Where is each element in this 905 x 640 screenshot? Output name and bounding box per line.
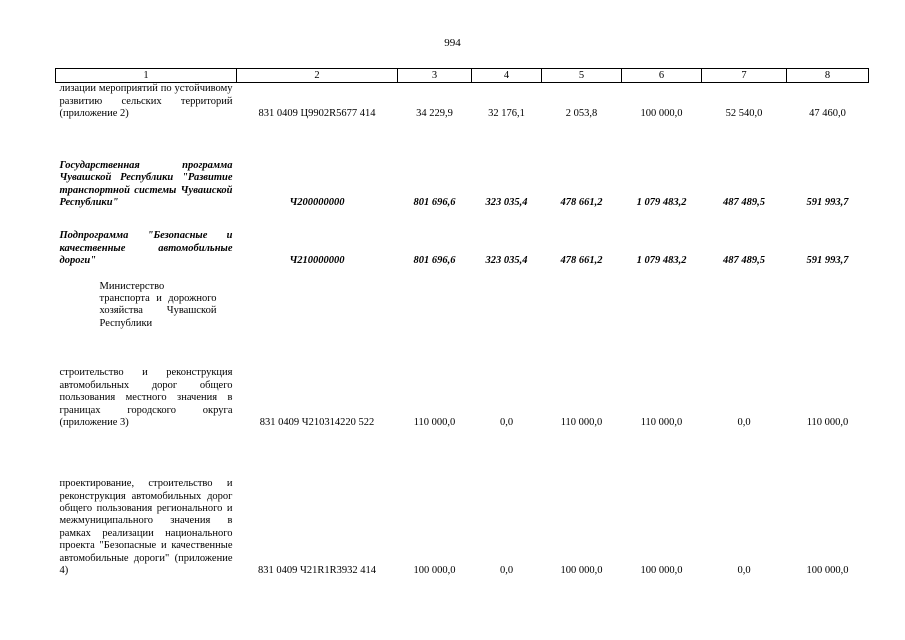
- row-value: 487 489,5: [723, 255, 765, 267]
- row-value: 47 460,0: [809, 108, 846, 120]
- row-value: 478 661,2: [560, 255, 603, 267]
- row-value: 1 079 483,2: [636, 197, 687, 209]
- row-value: 591 993,7: [806, 197, 849, 209]
- row-value: 100 000,0: [806, 565, 849, 577]
- table-row: [56, 83, 869, 121]
- column-header: 8: [787, 69, 869, 83]
- table-row: [56, 430, 869, 578]
- row-value: 591 993,7: [806, 255, 849, 267]
- column-header: 6: [622, 69, 702, 83]
- column-header: 7: [702, 69, 787, 83]
- column-header: 3: [398, 69, 472, 83]
- table-row: [56, 268, 869, 340]
- row-value: 34 229,9: [416, 108, 453, 120]
- row-value: 110 000,0: [413, 417, 456, 429]
- budget-table: [55, 68, 869, 578]
- row-name: Подпрограмма "Безопасные и качественные автомобильные дороги": [59, 230, 233, 267]
- column-header: 2: [237, 69, 398, 83]
- row-value: 0,0: [499, 565, 514, 577]
- column-header: 4: [472, 69, 542, 83]
- row-value: 110 000,0: [806, 417, 849, 429]
- row-value: 100 000,0: [413, 565, 456, 577]
- row-code: Ч210000000: [289, 255, 345, 267]
- row-code: 831 0409 Ч21R1R3932 414: [258, 565, 376, 577]
- row-value: 801 696,6: [413, 255, 456, 267]
- row-value: 1 079 483,2: [636, 255, 687, 267]
- row-value: 323 035,4: [485, 255, 528, 267]
- row-code: 831 0409 Ч210314220 522: [259, 417, 375, 429]
- row-name: лизации мероприятий по устойчивому развитию сельских территорий (приложение 2): [59, 83, 233, 120]
- row-value: 100 000,0: [640, 565, 683, 577]
- row-value: 100 000,0: [560, 565, 603, 577]
- row-code: Ч200000000: [289, 197, 345, 209]
- row-value: 2 053,8: [565, 108, 598, 120]
- row-value: 110 000,0: [640, 417, 683, 429]
- row-value: 0,0: [737, 565, 751, 577]
- column-header: 5: [542, 69, 622, 83]
- table-row: [56, 210, 869, 268]
- row-value: 487 489,5: [723, 197, 765, 209]
- row-name: Государственная программа Чувашской Республики "Развитие транспортной системы Чувашской Республики": [59, 159, 233, 209]
- row-name: строительство и реконструкция автомобильных дорог общего пользования местного значения в границах городского округа (приложение 3): [59, 367, 233, 429]
- row-value: 32 176,1: [488, 108, 525, 120]
- header-row: [56, 69, 869, 83]
- column-header: 1: [56, 69, 237, 83]
- row-code: 831 0409 Ц9902R5677 414: [258, 108, 376, 120]
- row-value: 0,0: [737, 417, 751, 429]
- row-value: 801 696,6: [413, 197, 456, 209]
- row-value: 110 000,0: [560, 417, 603, 429]
- row-name: проектирование, строительство и реконструкция автомобильных дорог общего пользования регионального и межмуниципального значения в рамках реализации национального проекта "Безопасные и качественные автомобильные дороги" (приложение 4): [59, 478, 233, 577]
- row-value: 323 035,4: [485, 197, 528, 209]
- row-value: 100 000,0: [640, 108, 683, 120]
- table-row: [56, 121, 869, 210]
- row-name: Министерство транспорта и дорожного хозяйства Чувашской Республики: [99, 280, 217, 329]
- row-value: 0,0: [499, 417, 514, 429]
- row-value: 478 661,2: [560, 197, 603, 209]
- row-value: 52 540,0: [725, 108, 763, 120]
- table-row: [56, 340, 869, 430]
- page-number: 994: [444, 37, 461, 49]
